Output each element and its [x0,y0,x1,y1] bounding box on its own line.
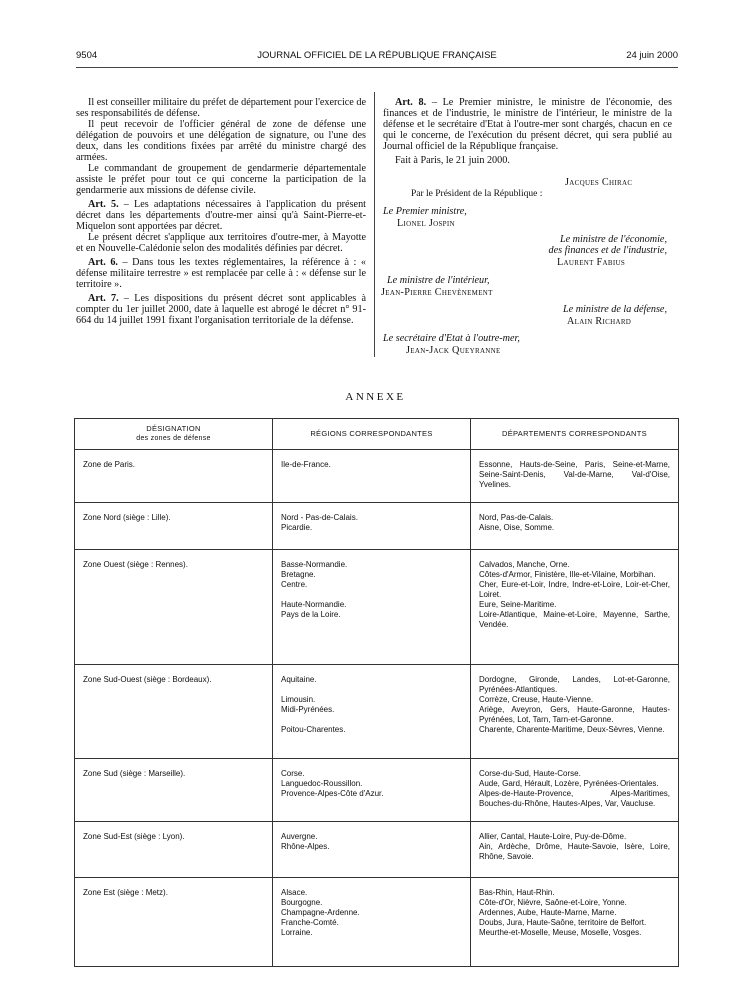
departement-entry: Ariège, Aveyron, Gers, Haute-Garonne, Hautes-Pyrénées, Lot, Tarn, Tarn-et-Garonne. [479,705,670,724]
departement-entry: Alpes-de-Haute-Provence, Alpes-Maritimes, Bouches-du-Rhône, Hautes-Alpes, Var, Vaucluse. [479,789,670,808]
premier-ministre-name: Lionel Jospin [397,218,455,229]
departement-entry: Nord, Pas-de-Calais. [479,513,554,522]
par-le-president: Par le Président de la République : [411,189,543,199]
region-entry: Basse-Normandie. [281,560,348,569]
spacer [281,590,462,600]
region-entry: Bretagne. [281,570,316,579]
paragraph: Le commandant de groupement de gendarmerie départementale assiste le préfet pour tout ce qui concerne la participation de la gendarmerie aux missions de défense civile. [76,163,366,196]
departement-entry: Calvados, Manche, Orne. [479,560,570,569]
departement-entry: Loire-Atlantique, Maine-et-Loire, Mayenne, Sarthe, Vendée. [479,610,670,629]
region-entry: Pays de la Loire. [281,610,341,619]
region-entry: Languedoc-Roussillon. [281,779,363,788]
zone-name: Zone Nord (siège : Lille). [83,513,171,522]
departements-cell [471,665,679,759]
departement-entry: Côte-d'Or, Nièvre, Saône-et-Loire, Yonne. [479,898,627,907]
article-text: – Dans tous les textes réglementaires, la référence à : « défense militaire terrestre » est remplacée par celle à : « défense sur le territoire ». [76,257,366,290]
departements-header: DÉPARTEMENTS CORRESPONDANTS [471,419,679,450]
region-entry: Franche-Comté. [281,918,339,927]
spacer [281,685,462,695]
region-entry: Provence-Alpes-Côte d'Azur. [281,789,384,798]
defense-name: Alain Richard [567,316,632,327]
spacer [281,715,462,725]
region-entry: Alsace. [281,888,308,897]
outremer-title: Le secrétaire d'Etat à l'outre-mer, [383,333,520,344]
article-text: – Les adaptations nécessaires à l'application du présent décret dans les départements d'outre-mer ainsi qu'à Saint-Pierre-et-Miquelon sont apportées par décret. [76,199,366,232]
article-text: – Le Premier ministre, le ministre de l'économie, des finances et de l'industrie, le ministre de l'intérieur, le ministre de la défense et le secrétaire d'Etat à l'outre-mer sont chargés, chacun en ce qui le concerne, de l'exécution du présent décret, qui sera publié au Journal officiel de la République française. [383,97,672,152]
paragraph: Le présent décret s'applique aux territoires d'outre-mer, à Mayotte et en Nouvelle-Calédonie selon des modalités définies par décret. [76,232,366,254]
economie-title-2: des finances et de l'industrie, [548,245,667,256]
region-entry: Centre. [281,580,308,589]
regions-cell [273,665,471,759]
zone-cell [75,450,273,503]
regions-cell [273,550,471,665]
zone-cell [75,550,273,665]
table-row [75,822,679,878]
economie-title-1: Le ministre de l'économie, [559,234,667,245]
defense-title: Le ministre de la défense, [562,304,667,315]
left-column [76,97,366,326]
zone-name: Zone de Paris. [83,460,136,469]
departement-entry: Ardennes, Aube, Haute-Marne, Marne. [479,908,617,917]
region-entry: Lorraine. [281,928,313,937]
table-header-row [75,419,679,450]
departement-entry: Corrèze, Creuse, Haute-Vienne. [479,695,594,704]
region-entry: Limousin. [281,695,316,704]
departement-entry: Aisne, Oise, Somme. [479,523,555,532]
table-row [75,503,679,550]
departements-cell [471,878,679,967]
zone-name: Zone Est (siège : Metz). [83,888,168,897]
article-8 [383,97,672,152]
right-column [383,97,672,166]
paragraph: Il peut recevoir de l'officier général de zone de défense une délégation de pouvoirs et une délégation de signature, ou l'une des deux, dans les conditions fixées par arrêté du ministre chargé des armées. [76,119,366,163]
departement-entry: Doubs, Jura, Haute-Saône, territoire de Belfort. [479,918,647,927]
departement-entry: Meurthe-et-Moselle, Meuse, Moselle, Vosges. [479,928,642,937]
zone-name: Zone Sud-Est (siège : Lyon). [83,832,185,841]
premier-ministre-title: Le Premier ministre, [383,206,467,217]
departements-cell [471,822,679,878]
zone-cell [75,759,273,822]
departement-entry: Corse-du-Sud, Haute-Corse. [479,769,581,778]
zone-name: Zone Ouest (siège : Rennes). [83,560,188,569]
departement-entry: Allier, Cantal, Haute-Loire, Puy-de-Dôme. [479,832,627,841]
departement-entry: Bas-Rhin, Haut-Rhin. [479,888,555,897]
annexe-table-body [75,450,679,967]
region-entry: Bourgogne. [281,898,323,907]
departements-cell [471,759,679,822]
table-row [75,450,679,503]
regions-cell [273,878,471,967]
table-row [75,759,679,822]
page-number: 9504 [76,50,98,61]
designation-header: DÉSIGNATION des zones de défense [75,419,273,450]
zone-name: Zone Sud-Ouest (siège : Bordeaux). [83,675,212,684]
table-row [75,550,679,665]
president-signature: Jacques Chirac [565,177,633,188]
fait-a-paris: Fait à Paris, le 21 juin 2000. [395,155,510,166]
departement-entry: Côtes-d'Armor, Finistère, Ille-et-Vilaine, Morbihan. [479,570,656,579]
table-row [75,665,679,759]
article-5 [76,199,366,232]
interieur-title: Le ministre de l'intérieur, [387,275,490,286]
journal-title: JOURNAL OFFICIEL DE LA RÉPUBLIQUE FRANÇAISE [257,50,497,61]
region-entry: Picardie. [281,523,313,532]
article-text: – Les dispositions du présent décret sont applicables à compter du 1er juillet 2000, date à laquelle est abrogé le décret n° 91-664 du 14 juillet 1991 fixant l'organisation territoriale de la défense. [76,293,366,326]
regions-header: RÉGIONS CORRESPONDANTES [273,419,471,450]
departement-entry: Cher, Eure-et-Loir, Indre, Indre-et-Loire, Loir-et-Cher, Loiret. [479,580,670,599]
annexe-table [74,418,679,967]
region-entry: Auvergne. [281,832,318,841]
economie-name: Laurent Fabius [557,257,626,268]
interieur-name: Jean-Pierre Chevènement [381,287,493,298]
region-entry: Poitou-Charentes. [281,725,346,734]
header-rule [76,67,678,68]
paragraph: Il est conseiller militaire du préfet de département pour l'exercice de ses responsabilités de défense. [76,97,366,119]
outremer-name: Jean-Jack Queyranne [406,345,501,356]
zone-cell [75,503,273,550]
departement-entry: Essonne, Hauts-de-Seine, Paris, Seine-et-Marne, Seine-Saint-Denis, Val-de-Marne, Val-d'Oise, Yvelines. [479,460,670,489]
departement-entry: Aude, Gard, Hérault, Lozère, Pyrénées-Orientales. [479,779,659,788]
region-entry: Corse. [281,769,305,778]
zone-name: Zone Sud (siège : Marseille). [83,769,186,778]
region-entry: Champagne-Ardenne. [281,908,360,917]
article-label: Art. 5. [88,199,119,210]
issue-date: 24 juin 2000 [626,50,678,61]
regions-cell [273,759,471,822]
departement-entry: Charente, Charente-Maritime, Deux-Sèvres, Vienne. [479,725,665,734]
region-entry: Nord - Pas-de-Calais. [281,513,358,522]
article-7 [76,293,366,326]
zone-cell [75,822,273,878]
article-6 [76,257,366,290]
departement-entry: Dordogne, Gironde, Landes, Lot-et-Garonne, Pyrénées-Atlantiques. [479,675,670,694]
regions-cell [273,503,471,550]
regions-cell [273,822,471,878]
departement-entry: Eure, Seine-Maritime. [479,600,557,609]
table-row [75,878,679,967]
departements-cell [471,550,679,665]
region-entry: Haute-Normandie. [281,600,347,609]
region-entry: Rhône-Alpes. [281,842,330,851]
region-entry: Aquitaine. [281,675,317,684]
region-entry: Ile-de-France. [281,460,331,469]
article-label: Art. 6. [88,257,118,268]
zone-cell [75,665,273,759]
annexe-title: ANNEXE [345,391,406,403]
regions-cell [273,450,471,503]
departements-cell [471,503,679,550]
departements-cell [471,450,679,503]
column-divider [374,92,375,357]
zone-cell [75,878,273,967]
departement-entry: Ain, Ardèche, Drôme, Haute-Savoie, Isère, Loire, Rhône, Savoie. [479,842,670,861]
page-header [76,50,678,64]
article-label: Art. 8. [395,97,427,108]
region-entry: Midi-Pyrénées. [281,705,335,714]
article-label: Art. 7. [88,293,119,304]
